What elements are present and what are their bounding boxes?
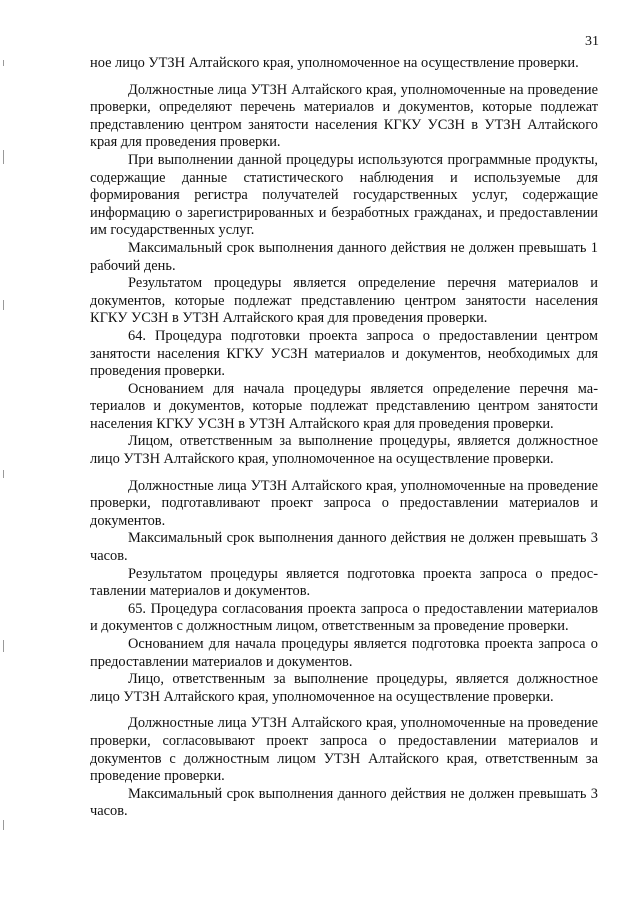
- paragraph: Должностные лица УТЗН Алтайского края, уполномоченные на проведение проверки, определяют перечень материалов и документов, которые подлежат представлению центром занятости населения КГКУ УСЗН в УТЗН Алтайского края для проведения проверки.: [90, 81, 598, 151]
- paragraph: ное лицо УТЗН Алтайского края, уполномоченное на осуществление проверки.: [90, 55, 579, 71]
- paragraph: Основанием для начала процедуры является подготовка проекта запроса о предоставлении материалов и документов.: [90, 636, 598, 670]
- paragraph: Лицом, ответственным за выполнение процедуры, является должностное лицо УТЗН Алтайского края, уполномоченное на осуществление проверки.: [90, 433, 598, 468]
- section-heading-64: 64. Процедура подготовки проекта запроса о предоставлении центром занятости населения КГКУ УСЗН материалов и документов, необходимых для проведения проверки.: [90, 327, 598, 380]
- paragraph: Результатом процедуры является подготовка проекта запроса о предоставлении материалов и документов.: [90, 565, 598, 600]
- page-number: 31: [585, 34, 599, 49]
- paragraph: Максимальный срок выполнения данного действия не должен превышать 1 рабочий день.: [90, 239, 598, 274]
- paragraph: Максимальный срок выполнения данного действия не должен превышать 3 часов.: [90, 785, 598, 820]
- paragraph: Основанием для начала процедуры является определение перечня материалов и документов, которые подлежат представлению центром занятости населения КГКУ УСЗН в УТЗН Алтайского края для проведения проверки.: [90, 380, 598, 432]
- paragraph: Должностные лица УТЗН Алтайского края, уполномоченные на проведение проверки, подготавливают проект запроса о предоставлении материалов и документов.: [90, 477, 598, 529]
- paragraph: Должностные лица УТЗН Алтайского края, уполномоченные на проведение проверки, согласовывают проект запроса о предоставлении материалов и документов с должностным лицом УТЗН Алтайского края, ответственным за проведение проверки.: [90, 715, 598, 785]
- paragraph: При выполнении данной процедуры используются программные продукты, содержащие данные статистического наблюдения и используемые для формирования регистра получателей государственных услуг, содержащие информацию о зарегистрированных и безработных гражданах, и предоставлении им государственных услуг.: [90, 151, 598, 239]
- document-body: [90, 55, 598, 821]
- paragraph: Максимальный срок выполнения данного действия не должен превышать 3 часов.: [90, 530, 598, 565]
- paragraph: Результатом процедуры является определение перечня материалов и документов, которые подлежат представлению центром занятости населения КГКУ УСЗН в УТЗН Алтайского края для проведения проверки.: [90, 275, 598, 327]
- scan-margin-marks: [0, 0, 12, 905]
- section-heading-65: 65. Процедура согласования проекта запроса о предоставлении материалов и документов с должностным лицом, ответственным за проведение проверки.: [90, 600, 598, 635]
- paragraph: Лицо, ответственным за выполнение процедуры, является должностное лицо УТЗН Алтайского края, уполномоченное на осуществление проверки.: [90, 671, 598, 705]
